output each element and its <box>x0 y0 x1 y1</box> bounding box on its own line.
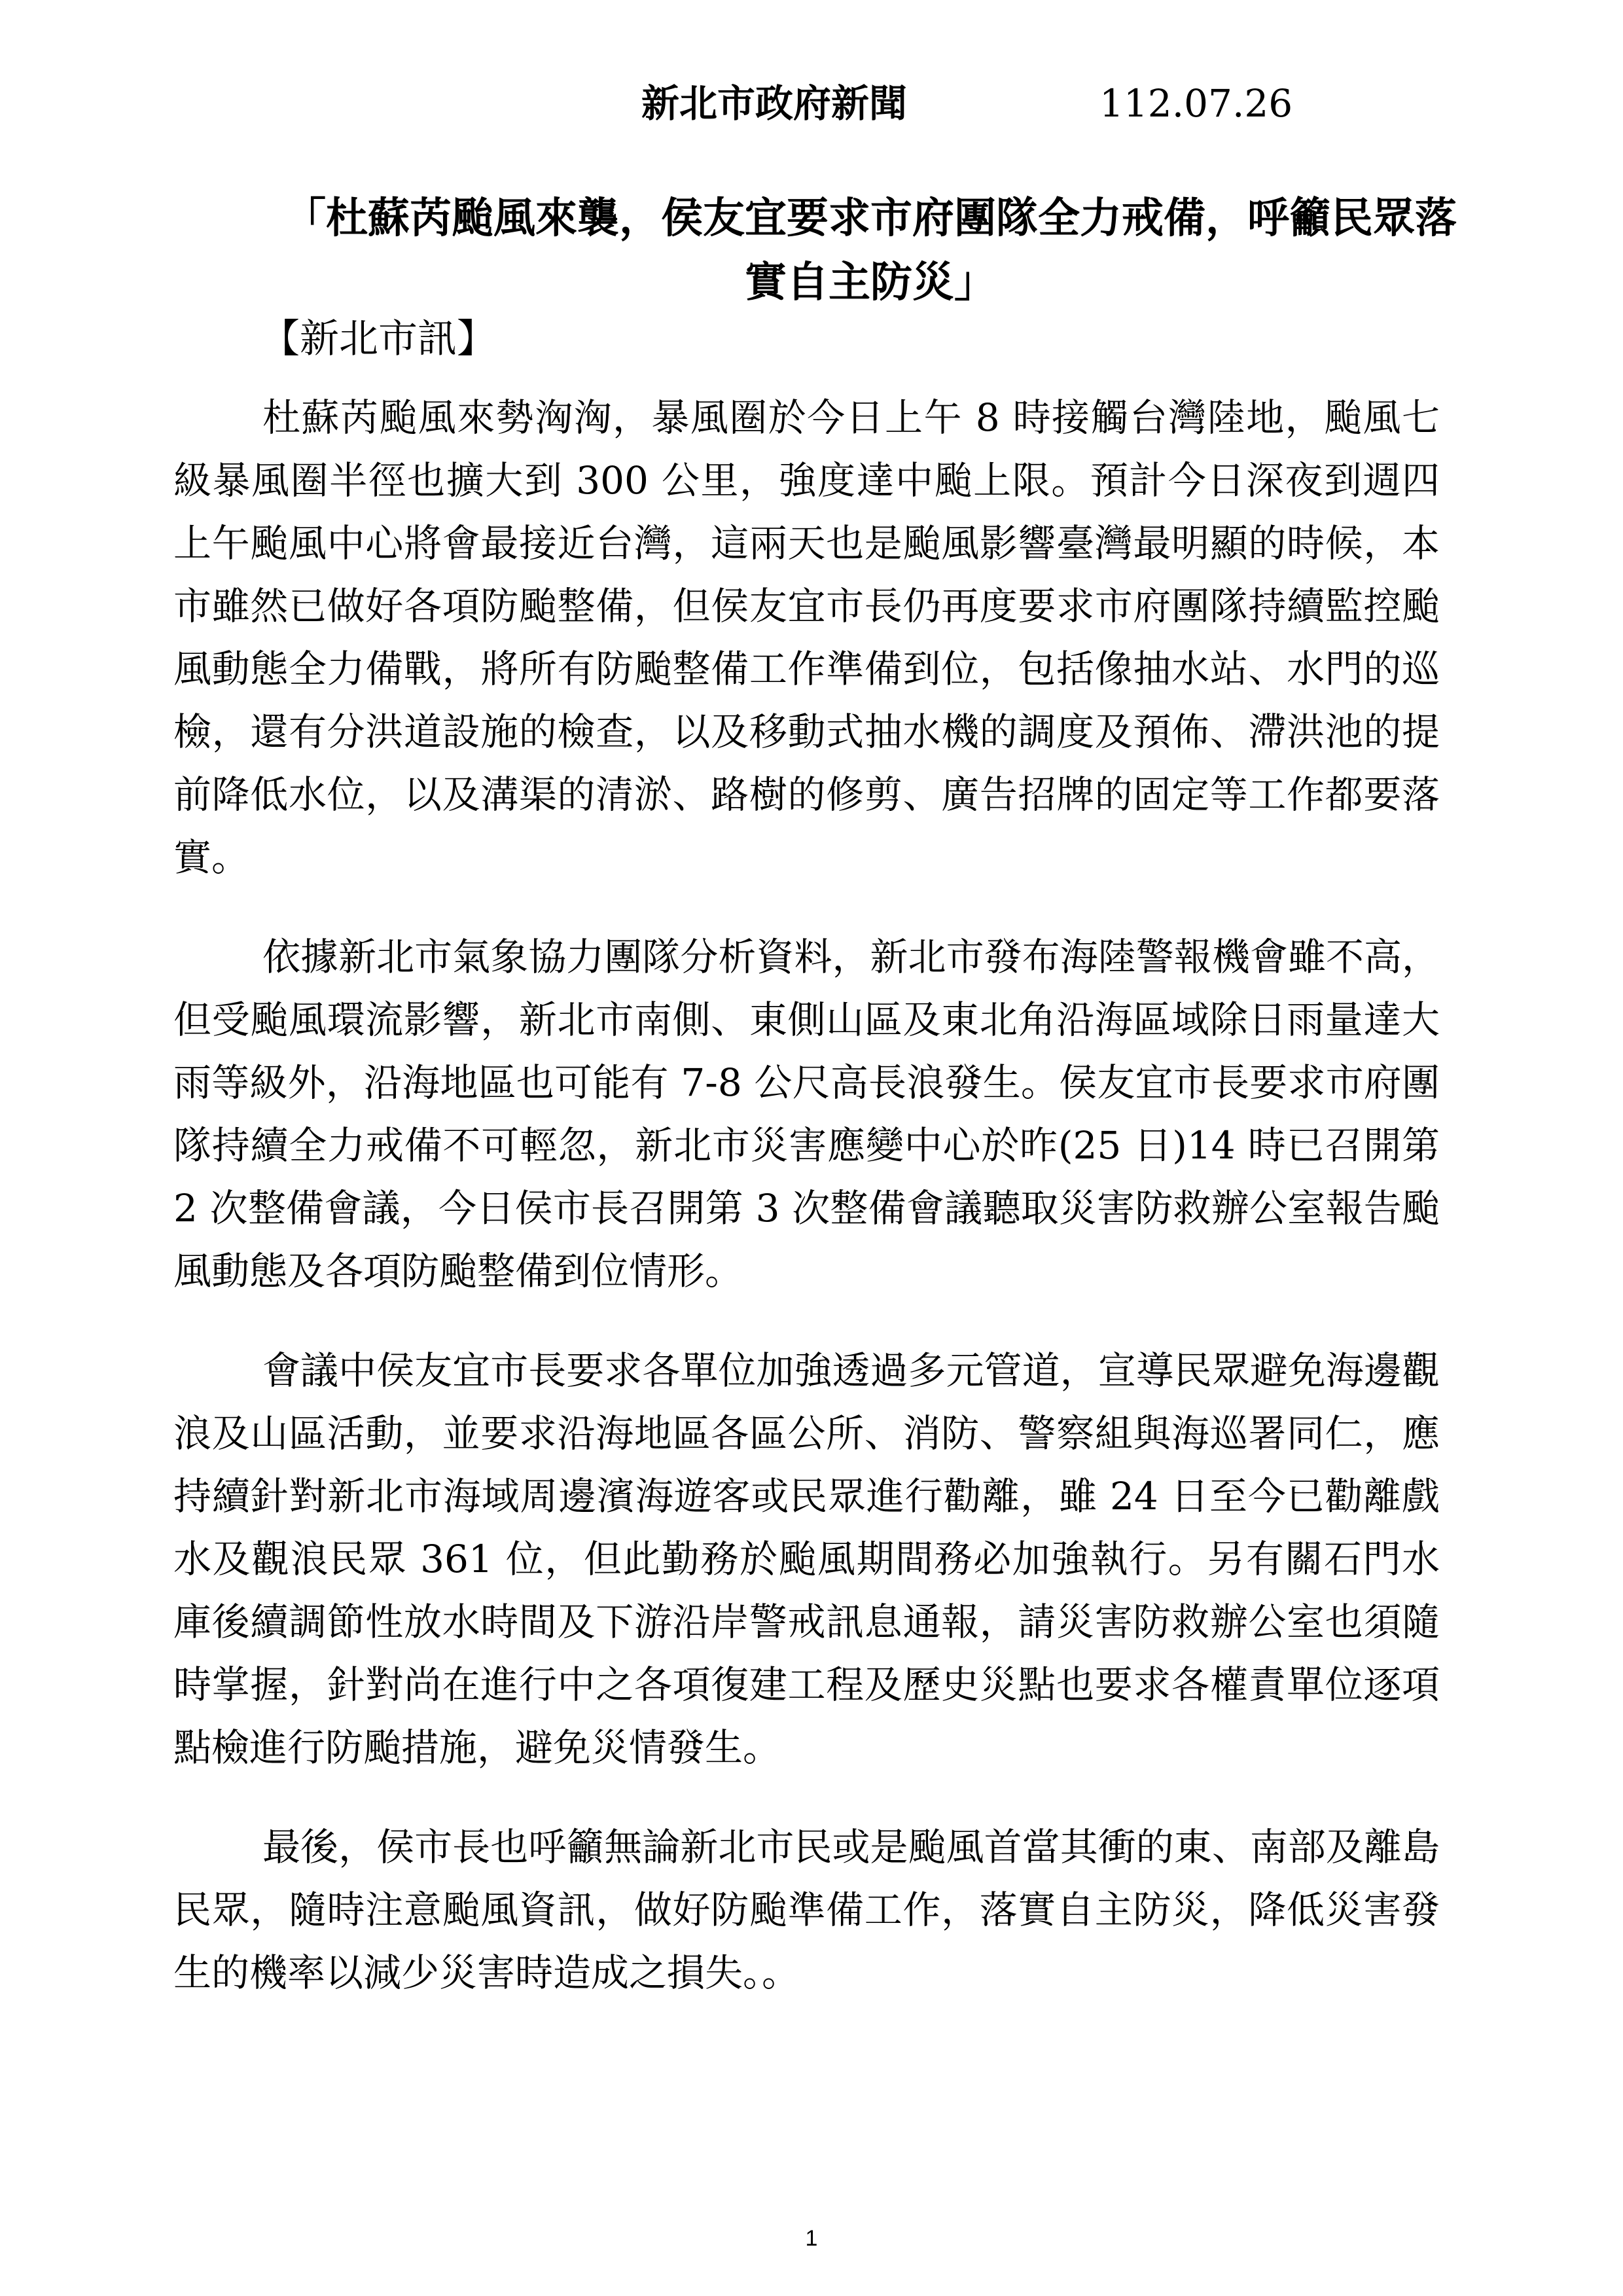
paragraph-1: 杜蘇芮颱風來勢洶洶，暴風圈於今日上午 8 時接觸台灣陸地，颱風七級暴風圈半徑也擴大到 300 公里，強度達中颱上限。預計今日深夜到週四上午颱風中心將會最接近台灣，這兩天也是颱風影響臺灣最明顯的時候，本市雖然已做好各項防颱整備，但侯友宜市長仍再度要求市府團隊持續監控颱風動態全力備戰，將所有防颱整備工作準備到位，包括像抽水站、水門的巡檢，還有分洪道設施的檢查，以及移動式抽水機的調度及預佈、滯洪池的提前降低水位，以及溝渠的清淤、路樹的修剪、廣告招牌的固定等工作都要落實。 <box>173 395 1440 880</box>
paragraph-3: 會議中侯友宜市長要求各單位加強透過多元管道，宣導民眾避免海邊觀浪及山區活動，並要求沿海地區各區公所、消防、警察組與海巡署同仁，應持續針對新北市海域周邊濱海遊客或民眾進行勸離，雖 24 日至今已勸離戲水及觀浪民眾 361 位，但此勤務於颱風期間務必加強執行。另有關石門水庫後續調節性放水時間及下游沿岸警戒訊息通報，請災害防救辦公室也須隨時掌握，針對尚在進行中之各項復建工程及歷史災點也要求各權責單位逐項點檢進行防颱措施，避免災情發生。 <box>173 1348 1440 1770</box>
page-number: 1 <box>805 2226 818 2251</box>
article-body <box>173 386 1440 2041</box>
paragraph-2: 依據新北市氣象協力團隊分析資料，新北市發布海陸警報機會雖不高，但受颱風環流影響，新北市南側、東側山區及東北角沿海區域除日雨量達大雨等級外，沿海地區也可能有 7-8 公尺高長浪發生。侯友宜市長要求市府團隊持續全力戒備不可輕忽，新北市災害應變中心於昨(25 日)14 時已召開第 2 次整備會議，今日侯市長召開第 3 次整備會議聽取災害防救辦公室報告颱風動態及各項防颱整備到位情形。 <box>173 935 1440 1293</box>
news-date: 112.07.26 <box>1099 81 1293 126</box>
news-source-header: 新北市政府新聞 <box>641 81 908 126</box>
dateline: 【新北市訊】 <box>260 316 496 362</box>
paragraph-4: 最後，侯市長也呼籲無論新北市民或是颱風首當其衝的東、南部及離島民眾，隨時注意颱風資訊，做好防颱準備工作，落實自主防災，降低災害發生的機率以減少災害時造成之損失。。 <box>173 1825 1440 1995</box>
press-release-title: 「杜蘇芮颱風來襲，侯友宜要求市府團隊全力戒備，呼籲民眾落實自主防災」 <box>284 194 1457 307</box>
